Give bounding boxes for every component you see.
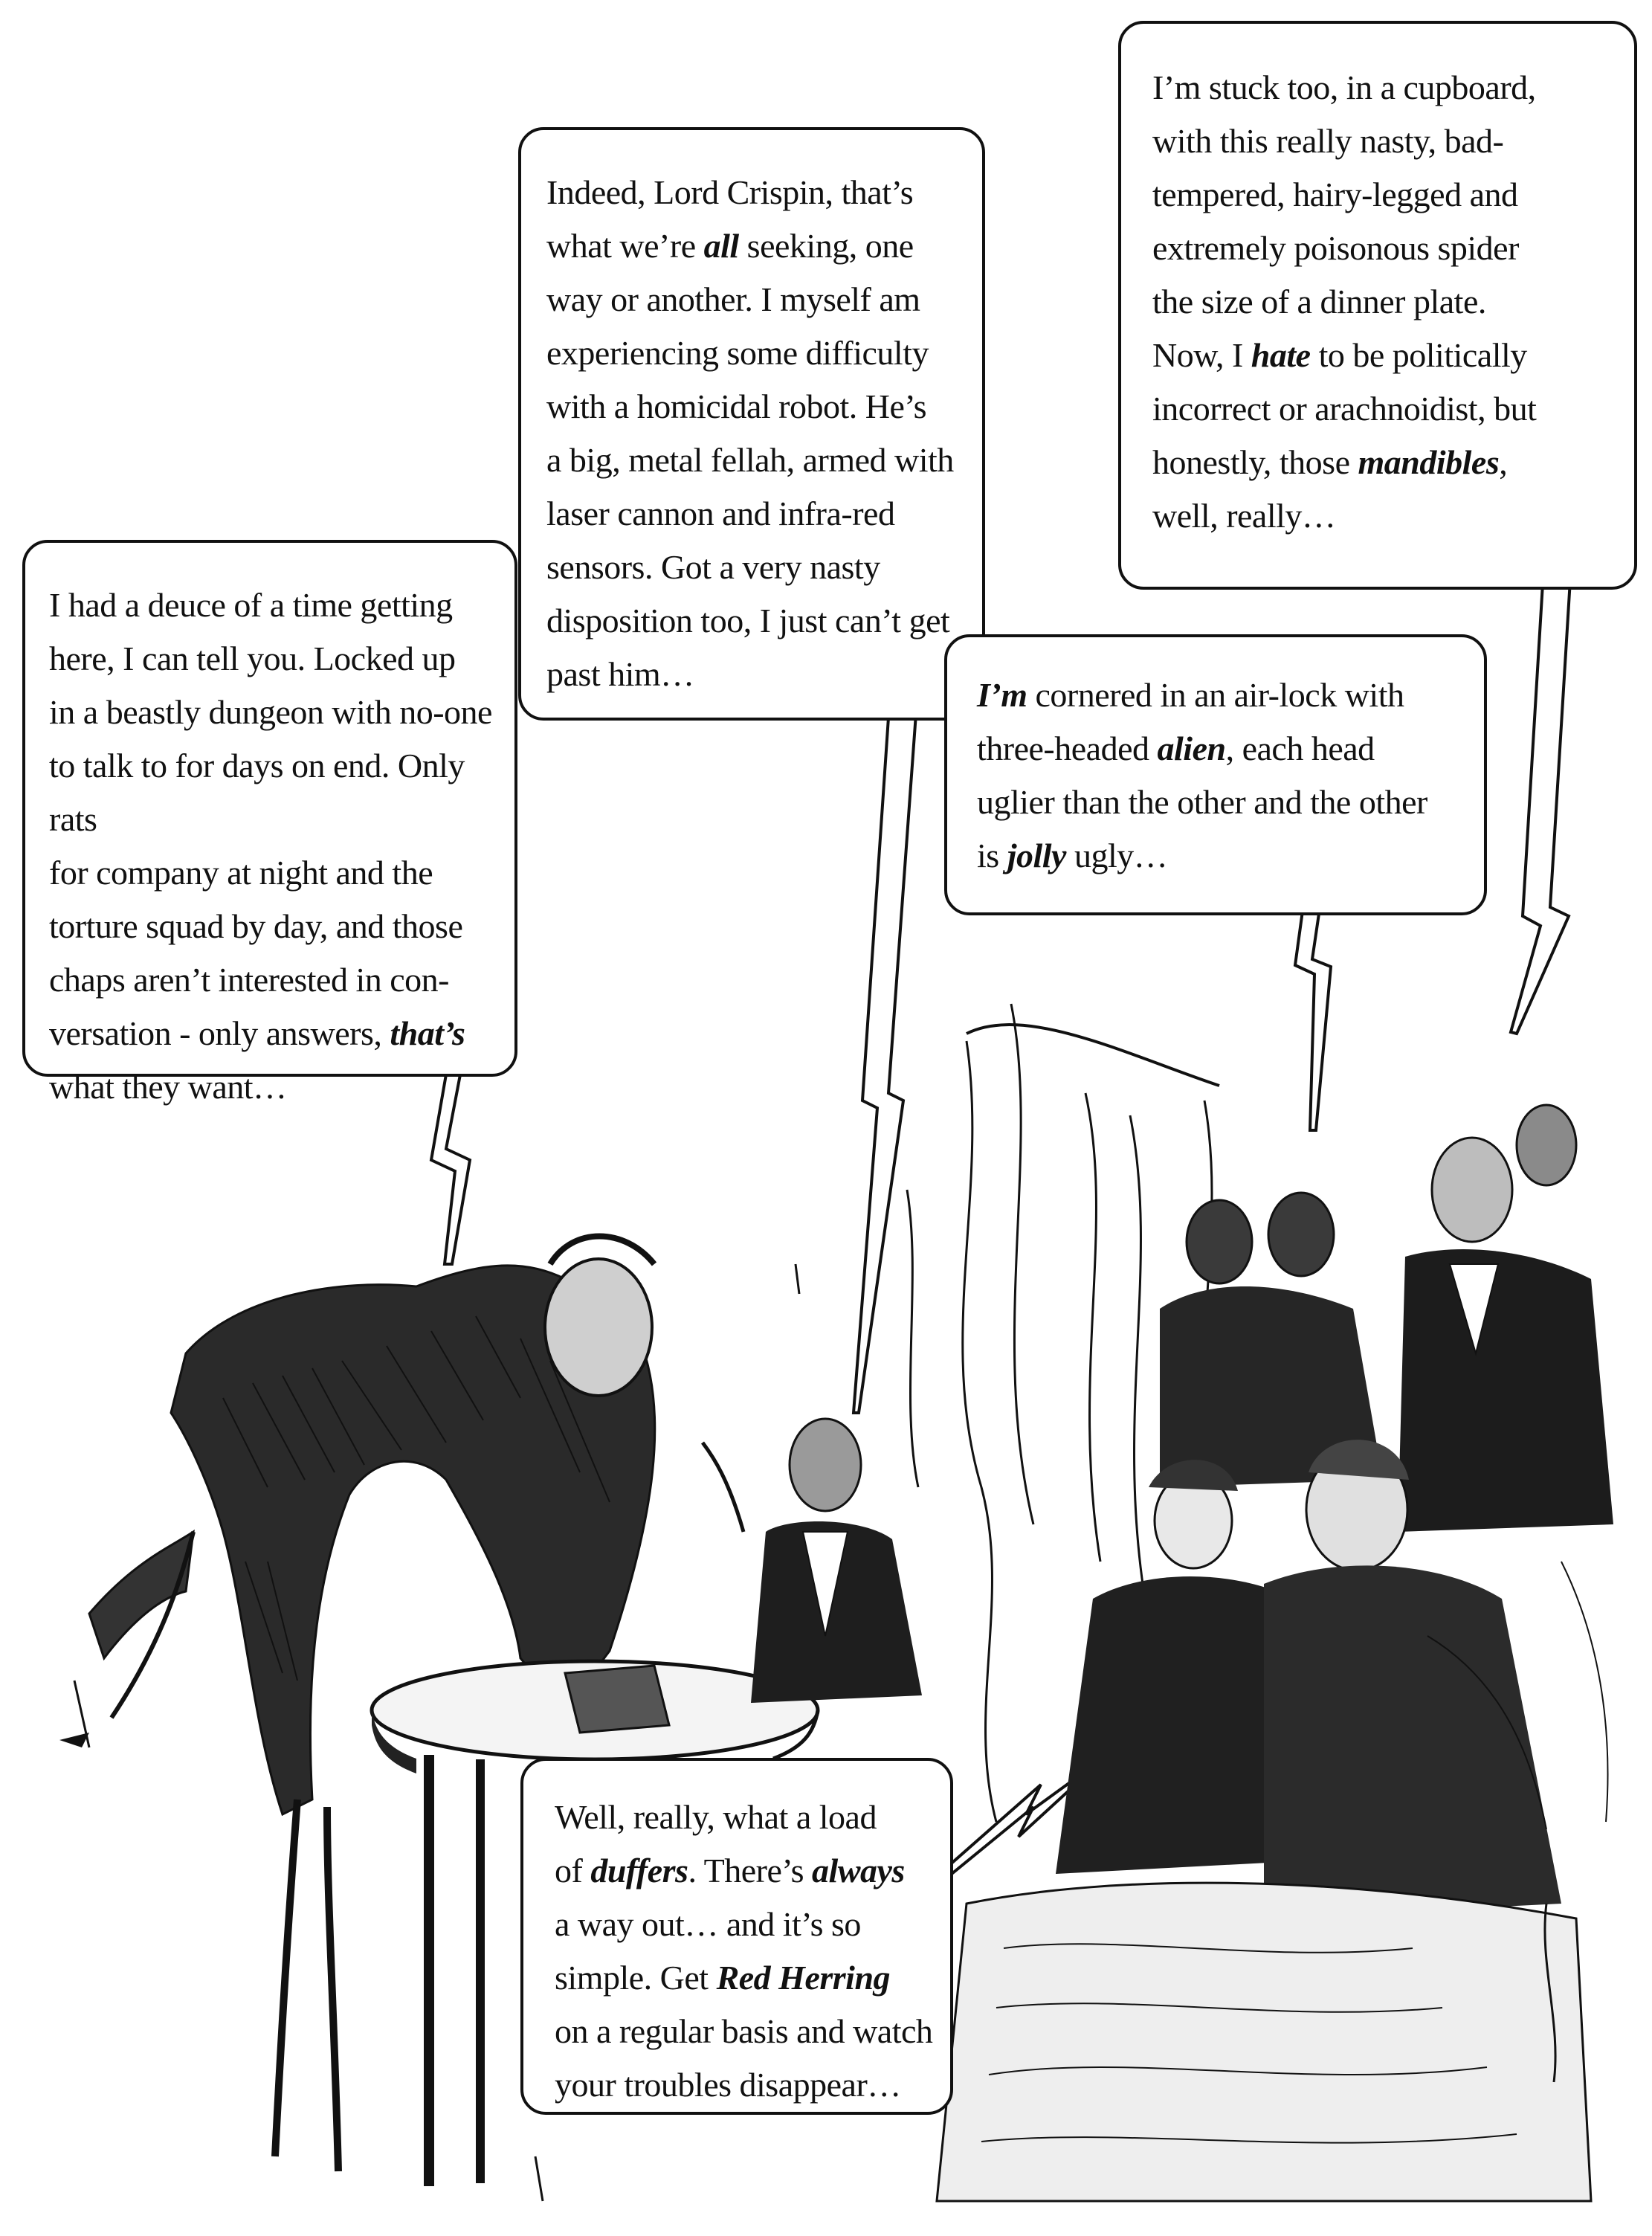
text-run: Well, really, what a load of [555, 1798, 877, 1889]
text-run: , well, really… [1152, 443, 1508, 535]
emphasis-text: jolly [1007, 837, 1066, 874]
figure-seated-gentleman [703, 1419, 922, 1703]
emphasis-text: mandibles [1358, 443, 1500, 481]
text-run: I’m stuck too, in a cupboard, with this really nasty, bad- tempered, hairy-legged and extremely poisonous spider the size of a dinner plate. Now, I [1152, 68, 1536, 374]
text-run: ugly… [1065, 837, 1168, 874]
emphasis-text: always [812, 1852, 905, 1889]
text-run: what they want… [49, 1068, 287, 1106]
emphasis-text: Red Herring [716, 1959, 891, 1997]
bubble-text [1152, 61, 1627, 543]
speech-bubble-red-herring [520, 1758, 953, 2115]
text-run: Indeed, Lord Crispin, that’s what we’re [546, 173, 914, 265]
tail-b2 [854, 714, 916, 1413]
bubble-text [546, 166, 975, 701]
text-run: , each head uglier than the other and the other is [977, 729, 1427, 874]
tail-b3 [1511, 580, 1570, 1034]
emphasis-text: hate [1251, 336, 1311, 374]
emphasis-text: alien [1157, 729, 1226, 767]
emphasis-text: I’m [977, 676, 1027, 714]
text-run: seeking, one way or another. I myself am experiencing some difficulty with a homicidal robot. He’s a big, metal fellah, armed with laser cannon and infra-red sensors. Got a very nasty disposition too, I just can’t get past him… [546, 227, 954, 693]
emphasis-text: duffers [590, 1852, 688, 1889]
text-run: . There’s [688, 1852, 813, 1889]
text-run: on a regular basis and watch your troubles disappear… [555, 2012, 933, 2104]
text-run: I had a deuce of a time getting here, I can tell you. Locked up in a beastly dungeon with no-one to talk to for days on end. Only rats for company at night and the torture squad by day, and those chaps aren’t interested in con- versation - only answers, [49, 586, 492, 1052]
speech-bubble-alien [944, 634, 1487, 915]
text-run: a way out… and it’s so simple. Get [555, 1905, 861, 1997]
emphasis-text: that’s [390, 1014, 465, 1052]
bubble-text [555, 1791, 943, 2112]
bubble-text [49, 579, 507, 1114]
tail-b4 [1290, 909, 1331, 1130]
emphasis-text: all [703, 227, 739, 265]
speech-bubble-lord-crispin [22, 540, 517, 1106]
speech-bubble-robot [518, 127, 985, 721]
speech-bubble-spider [1118, 21, 1637, 590]
text-run: to be politically incorrect or arachnoidist, but honestly, those [1152, 336, 1537, 481]
text-run: cornered in an air-lock with three-headed [977, 676, 1404, 767]
bubble-text [977, 668, 1477, 883]
